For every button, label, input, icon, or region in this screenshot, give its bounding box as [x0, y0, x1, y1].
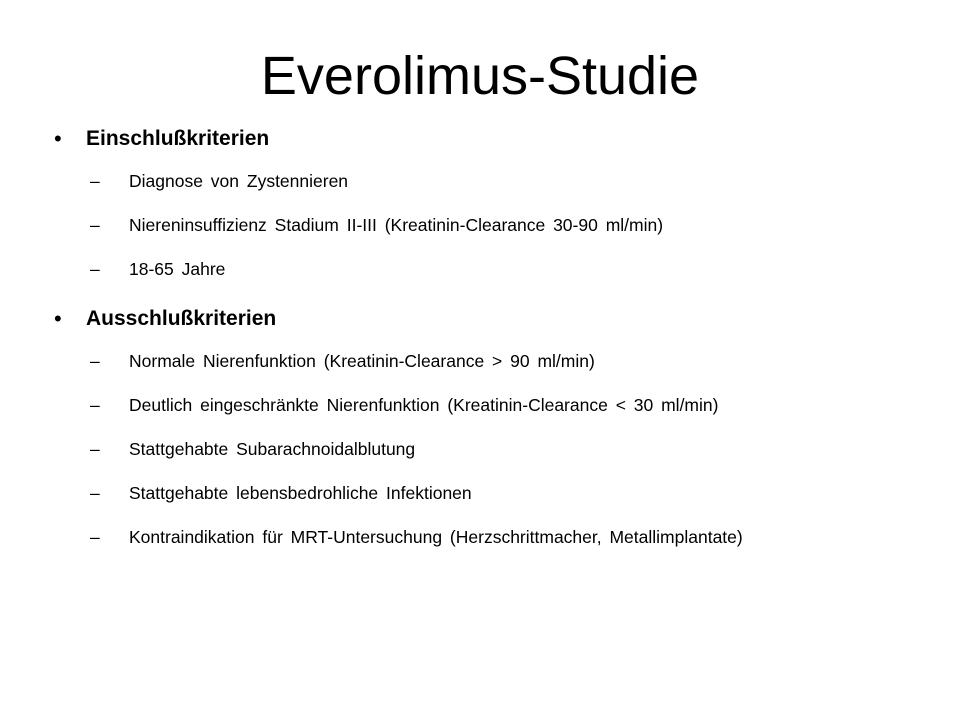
dash-marker: – — [90, 215, 100, 235]
section-heading — [54, 124, 934, 154]
bullet-icon: • — [54, 126, 62, 151]
section-heading — [54, 304, 934, 334]
dash-marker: – — [90, 439, 100, 459]
dash-marker: – — [90, 351, 100, 371]
list-item-text: Diagnose von Zystennieren — [129, 171, 349, 191]
list-item — [54, 476, 934, 510]
list-item — [54, 432, 934, 466]
list-item-text: Stattgehabte lebensbedrohliche Infektionen — [129, 483, 472, 503]
section-exclusion-criteria — [54, 304, 934, 554]
list-item-text: Niereninsuffizienz Stadium II-III (Kreatinin-Clearance 30-90 ml/min) — [129, 215, 664, 235]
dash-marker: – — [90, 527, 100, 547]
list-item — [54, 208, 934, 242]
section-heading-label: Ausschlußkriterien — [86, 307, 277, 330]
dash-marker: – — [90, 395, 100, 415]
list-item — [54, 520, 829, 554]
section-inclusion-criteria — [54, 124, 934, 286]
section-heading-label: Einschlußkriterien — [86, 127, 270, 150]
list-item-text: Deutlich eingeschränkte Nierenfunktion (Kreatinin-Clearance < 30 ml/min) — [129, 395, 719, 415]
list-item — [54, 164, 934, 198]
exclusion-list — [54, 344, 934, 554]
list-item-text: Normale Nierenfunktion (Kreatinin-Clearance > 90 ml/min) — [129, 351, 595, 371]
list-item — [54, 344, 934, 378]
slide-title: Everolimus-Studie — [260, 46, 700, 106]
list-item — [54, 388, 934, 422]
bullet-icon: • — [54, 306, 62, 331]
list-item-text: Kontraindikation für MRT-Untersuchung (Herzschrittmacher, Metallimplantate) — [129, 527, 743, 547]
dash-marker: – — [90, 259, 100, 279]
dash-marker: – — [90, 171, 100, 191]
list-item-text: Stattgehabte Subarachnoidalblutung — [129, 439, 416, 459]
list-item — [54, 252, 934, 286]
list-item-text: 18-65 Jahre — [129, 259, 226, 279]
dash-marker: – — [90, 483, 100, 503]
inclusion-list — [54, 164, 934, 286]
